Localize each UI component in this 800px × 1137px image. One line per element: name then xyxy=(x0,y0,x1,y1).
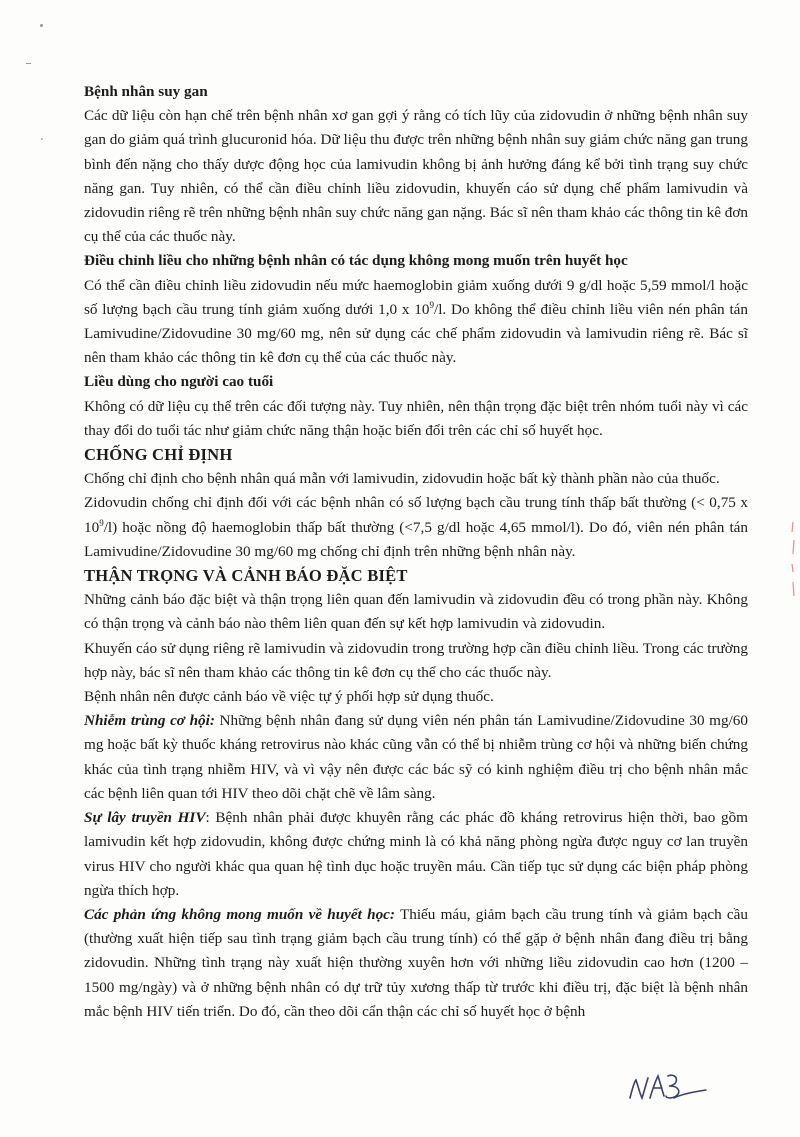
lead-opportunistic-infections: Nhiễm trùng cơ hội: xyxy=(84,712,215,730)
text-segment: Zidovudin chống chỉ định đối với các bệnh nhân có số lượng bạch cầu trung tính thấp bất thường (< 0,75 x 10 xyxy=(84,494,748,536)
lead-hiv-transmission: Sự lây truyền HIV xyxy=(84,809,206,827)
lead-hematologic-adverse-reactions: Các phản ứng không mong muốn về huyết học: xyxy=(84,905,395,923)
text-segment: Thiếu máu, giảm bạch cầu trung tính và giảm bạch cầu (thường xuất hiện tiếp sau tình trạng giảm bạch cầu trung tính) có thể gặp ở bệnh nhân đang điều trị bằng zidovudin. Những tình trạng này xuất hiện thường xuyên hơn với những liều zidovudin cao hơn (1200 – 1500 mg/ngày) và ở những bệnh nhân có dự trữ tủy xương thấp từ trước khi điều trị, đặc biệt là bệnh nhân mắc bệnh HIV tiến triển. Do đó, cần theo dõi cẩn thận các chỉ số huyết học ở bệnh xyxy=(84,905,749,1020)
scan-speck xyxy=(40,24,43,27)
heading-liver-impairment: Bệnh nhân suy gan xyxy=(84,83,208,100)
text-segment: Có thể cần điều chỉnh liều zidovudin nếu mức haemoglobin giảm xuống dưới 9 g/dl hoặc 5,59 mmol/l hoặc số lượng bạch cầu trung tính giảm xuống dưới 1,0 x 10 xyxy=(84,276,748,318)
paragraph-elderly-dosage: Không có dữ liệu cụ thể trên các đối tượng này. Tuy nhiên, nên thận trọng đặc biệt trên nhóm tuổi này vì các thay đổi do tuổi tác như giảm chức năng thận hoặc biến đổi trên các chỉ số huyết học. xyxy=(84,397,748,439)
paragraph-contraindications-2 xyxy=(84,491,748,564)
scan-speck xyxy=(41,138,43,140)
paragraph-warnings-2: Khuyến cáo sử dụng riêng rẽ lamivudin và zidovudin trong trường hợp cần điều chỉnh liều. Trong các trường hợp này, bác sĩ nên tham khảo các thông tin kê đơn cụ thể cho các thuốc này. xyxy=(84,639,748,681)
page-edge-stain xyxy=(790,520,796,600)
paragraph-opportunistic-infections xyxy=(84,709,748,806)
heading-warnings-precautions: THẬN TRỌNG VÀ CẢNH BÁO ĐẶC BIỆT xyxy=(84,566,408,586)
paragraph-hematologic-dose-adjustment xyxy=(84,274,748,371)
paragraph-contraindications-1: Chống chỉ định cho bệnh nhân quá mẫn với lamivudin, zidovudin hoặc bất kỳ thành phần nào của thuốc. xyxy=(84,470,720,488)
text-segment: /l. Do không thể điều chỉnh liều viên nén phân tán Lamivudine/Zidovudine 30 mg/60 mg, nên sử dụng các chế phẩm zidovudin và lamivudin riêng rẽ. Bác sĩ nên tham khảo các thông tin kê đơn cụ thể của các thuốc này. xyxy=(84,300,748,367)
heading-hematologic-dose-adjustment: Điều chỉnh liều cho những bệnh nhân có tác dụng không mong muốn trên huyết học xyxy=(84,252,628,270)
text-segment: Những bệnh nhân đang sử dụng viên nén phân tán Lamivudine/Zidovudine 30 mg/60 mg hoặc bất kỳ thuốc kháng retrovirus nào khác cũng vẫn có thể bị nhiễm trùng cơ hội và những biến chứng khác của tình trạng nhiễm HIV, và vì vậy nên được các bác sỹ có kinh nghiệm điều trị cho bệnh nhân mắc các bệnh liên quan tới HIV theo dõi chặt chẽ về lâm sàng. xyxy=(84,712,748,802)
handwritten-initials xyxy=(626,1068,710,1112)
superscript: 9 xyxy=(99,517,104,528)
paragraph-hematologic-adverse-reactions xyxy=(84,903,748,1024)
document-body xyxy=(84,80,748,1024)
paragraph-hiv-transmission xyxy=(84,806,748,903)
superscript: 9 xyxy=(429,299,434,310)
paragraph-warnings-3: Bệnh nhân nên được cảnh báo về việc tự ý phối hợp sử dụng thuốc. xyxy=(84,688,494,706)
heading-elderly-dosage: Liều dùng cho người cao tuổi xyxy=(84,373,274,391)
text-segment: : Bệnh nhân phải được khuyên rằng các phác đồ kháng retrovirus hiện thời, bao gồm lamivudin kết hợp zidovudin, không được chứng minh là có khả năng phòng ngừa được nguy cơ lan truyền virus HIV cho người khác qua quan hệ tình dục hoặc truyền máu. Cần tiếp tục sử dụng các biện pháp phòng ngừa thích hợp. xyxy=(84,809,748,899)
paragraph-warnings-1: Những cảnh báo đặc biệt và thận trọng liên quan đến lamivudin và zidovudin đều có trong phần này. Không có thận trọng và cảnh báo nào thêm liên quan đến sự kết hợp lamivudin và zidovudin. xyxy=(84,591,748,633)
text-segment: /l) hoặc nồng độ haemoglobin thấp bất thường (<7,5 g/dl hoặc 4,65 mmol/l). Do đó, viên nén phân tán Lamivudine/Zidovudine 30 mg/60 mg chống chỉ định trên những bệnh nhân này. xyxy=(84,518,748,560)
scan-speck xyxy=(26,63,31,64)
heading-contraindications: CHỐNG CHỈ ĐỊNH xyxy=(84,445,233,465)
paragraph-liver-impairment: Các dữ liệu còn hạn chế trên bệnh nhân xơ gan gợi ý rằng có tích lũy của zidovudin ở những bệnh nhân suy gan do giảm quá trình glucuronid hóa. Dữ liệu thu được trên những bệnh nhân suy giảm chức năng gan trung bình đến nặng cho thấy dược động học của lamivudin không bị ảnh hưởng đáng kể bởi tình trạng suy chức năng gan. Tuy nhiên, có thể cần điều chỉnh liều zidovudin, khuyến cáo sử dụng chế phẩm lamivudin và zidovudin riêng rẽ trên những bệnh nhân suy chức năng gan nặng. Bác sĩ nên tham khảo các thông tin kê đơn cụ thể của các thuốc này. xyxy=(84,107,748,246)
